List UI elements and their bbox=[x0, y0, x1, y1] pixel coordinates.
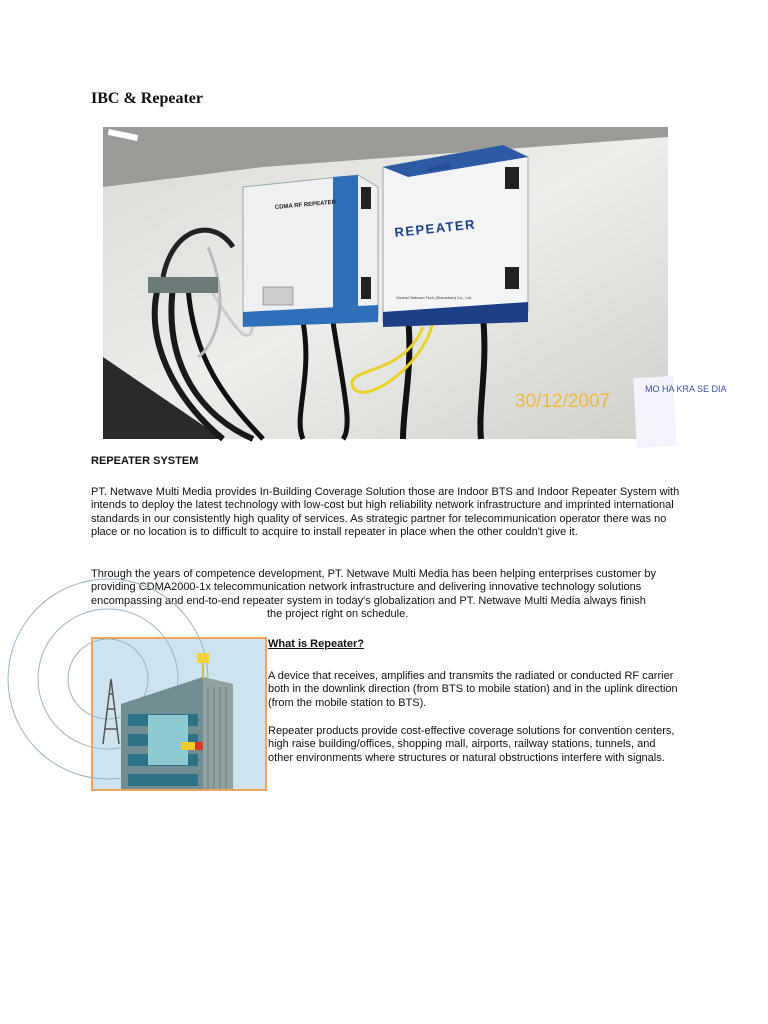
document-title: IBC & Repeater bbox=[91, 90, 203, 107]
repeater-illustration bbox=[91, 637, 267, 791]
history-paragraph-main: Through the years of competence development, PT. Netwave Multi Media has been helping enterprises customer by providing CDMA2000-1x telecommunication network infrastructure and delivering innovative technology solutions encompassing and end-to-end repeater system in today's globalization and PT. Netwave Multi Media always finish bbox=[91, 568, 656, 607]
left-box-label: CDMA RF REPEATER bbox=[274, 199, 337, 211]
what-paragraph-products: Repeater products provide cost-effective coverage solutions for convention centers, high raise building/offices, shopping mall, airports, railway stations, tunnels, and other environments where structures or natural obstructions interfere with signals. bbox=[268, 725, 675, 764]
date-stamp: 30/12/2007 bbox=[515, 391, 611, 412]
right-box-label: REPEATER bbox=[393, 216, 477, 240]
right-box-brand: GUANSI bbox=[427, 163, 452, 173]
what-paragraph-definition: A device that receives, amplifies and transmits the radiated or conducted RF carrier both in the downlink direction (from BTS to mobile station) and in the uplink direction (from the mobile station to BTS). bbox=[268, 670, 678, 709]
right-box-footer: Guansi Telecom Tech (Shenzhen) Co., Ltd. bbox=[396, 295, 473, 300]
section-heading: REPEATER SYSTEM bbox=[91, 455, 199, 467]
repeater-photo bbox=[103, 127, 727, 439]
history-paragraph-end: the project right on schedule. bbox=[267, 608, 409, 621]
what-is-repeater-heading: What is Repeater? bbox=[268, 638, 364, 650]
note-text: MO HA KRA SE DIA bbox=[645, 384, 727, 394]
history-paragraph bbox=[91, 568, 681, 622]
intro-paragraph: PT. Netwave Multi Media provides In-Building Coverage Solution those are Indoor BTS and Indoor Repeater System with intends to deploy the latest technology with low-cost but high reliability network infrastructure and imprinted international standards in our consistently high quality of services. As strategic partner for telecommunication operator there was no place or no location is to difficult to acquire to install repeater in place when the other couldn't give it. bbox=[91, 486, 680, 539]
